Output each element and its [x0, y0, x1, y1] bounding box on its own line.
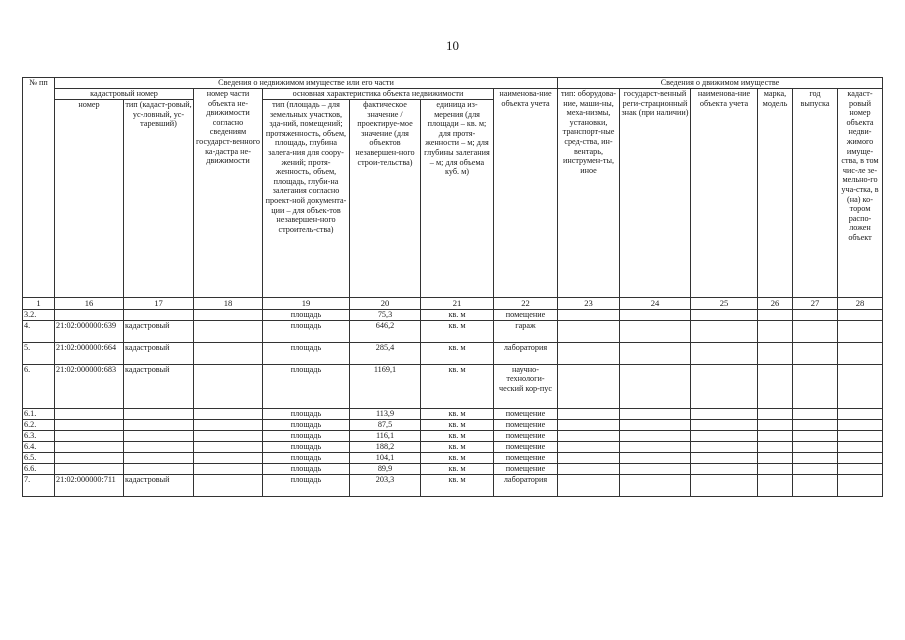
movable-empty-cell — [838, 419, 883, 430]
col-number: 25 — [691, 298, 758, 310]
char-unit-cell: кв. м — [421, 452, 494, 463]
char-unit-cell: кв. м — [421, 419, 494, 430]
part-number-cell — [194, 310, 263, 321]
movable-empty-cell — [758, 441, 793, 452]
row-number-cell: 3.2. — [23, 310, 55, 321]
movable-empty-cell — [793, 310, 838, 321]
movable-empty-cell — [838, 342, 883, 364]
movable-empty-cell — [558, 320, 620, 342]
cadastral-number-cell — [55, 408, 124, 419]
cadastral-number-cell — [55, 452, 124, 463]
movable-empty-cell — [838, 310, 883, 321]
movable-empty-cell — [793, 441, 838, 452]
part-number-cell — [194, 408, 263, 419]
object-name-cell: лаборатория — [494, 342, 558, 364]
char-value-cell: 89,9 — [350, 463, 421, 474]
header-movable-cadastral: кадаст-ровый номер объекта недви-жимого имуще-ства, в том чис-ле зе-мельно-го уча-стка, в (на) ко-тором распо-ложен объект — [838, 89, 883, 298]
movable-empty-cell — [620, 320, 691, 342]
char-type-cell: площадь — [263, 364, 350, 408]
header-row-1 — [23, 78, 883, 89]
cadastral-type-cell — [124, 463, 194, 474]
movable-empty-cell — [691, 452, 758, 463]
movable-empty-cell — [620, 463, 691, 474]
char-type-cell: площадь — [263, 419, 350, 430]
object-name-cell: научно-технологи-ческий кор-пус — [494, 364, 558, 408]
movable-empty-cell — [758, 419, 793, 430]
movable-empty-cell — [558, 342, 620, 364]
object-name-cell: помещение — [494, 441, 558, 452]
movable-empty-cell — [558, 474, 620, 496]
movable-empty-cell — [620, 419, 691, 430]
movable-empty-cell — [620, 474, 691, 496]
table-row — [23, 408, 883, 419]
cadastral-number-cell — [55, 441, 124, 452]
movable-empty-cell — [620, 342, 691, 364]
row-number-cell: 6.5. — [23, 452, 55, 463]
header-cadastral-number: кадастровый номер — [55, 89, 194, 100]
movable-empty-cell — [793, 320, 838, 342]
movable-empty-cell — [558, 452, 620, 463]
part-number-cell — [194, 430, 263, 441]
movable-empty-cell — [793, 452, 838, 463]
header-number: номер — [55, 100, 124, 298]
movable-empty-cell — [838, 408, 883, 419]
col-number: 1 — [23, 298, 55, 310]
row-number-cell: 6. — [23, 364, 55, 408]
cadastral-type-cell: кадастровый — [124, 474, 194, 496]
header-char-unit: единица из-мерения (для площади – кв. м; для протя-женности – м; для глубины залегания – м; для объема куб. м) — [421, 100, 494, 298]
char-value-cell: 1169,1 — [350, 364, 421, 408]
char-type-cell: площадь — [263, 452, 350, 463]
movable-empty-cell — [691, 310, 758, 321]
char-value-cell: 75,3 — [350, 310, 421, 321]
table-row — [23, 320, 883, 342]
movable-empty-cell — [758, 452, 793, 463]
cadastral-type-cell: кадастровый — [124, 364, 194, 408]
movable-empty-cell — [838, 364, 883, 408]
movable-empty-cell — [558, 419, 620, 430]
cadastral-number-cell: 21:02:000000:683 — [55, 364, 124, 408]
char-unit-cell: кв. м — [421, 310, 494, 321]
movable-empty-cell — [838, 452, 883, 463]
movable-empty-cell — [558, 430, 620, 441]
movable-empty-cell — [558, 441, 620, 452]
movable-empty-cell — [758, 310, 793, 321]
movable-empty-cell — [758, 463, 793, 474]
table-row — [23, 419, 883, 430]
col-number: 20 — [350, 298, 421, 310]
movable-empty-cell — [620, 310, 691, 321]
row-number-cell: 6.4. — [23, 441, 55, 452]
col-number: 24 — [620, 298, 691, 310]
cadastral-type-cell — [124, 310, 194, 321]
movable-empty-cell — [620, 452, 691, 463]
col-number: 19 — [263, 298, 350, 310]
header-movable-group: Сведения о движимом имуществе — [558, 78, 883, 89]
table-row — [23, 474, 883, 496]
movable-empty-cell — [793, 364, 838, 408]
object-name-cell: помещение — [494, 310, 558, 321]
column-numbers-row — [23, 298, 883, 310]
part-number-cell — [194, 452, 263, 463]
movable-empty-cell — [691, 430, 758, 441]
cadastral-number-cell — [55, 430, 124, 441]
movable-empty-cell — [758, 342, 793, 364]
header-row-2 — [23, 89, 883, 100]
cadastral-type-cell: кадастровый — [124, 320, 194, 342]
movable-empty-cell — [558, 463, 620, 474]
char-unit-cell: кв. м — [421, 463, 494, 474]
movable-empty-cell — [838, 430, 883, 441]
cadastral-type-cell — [124, 441, 194, 452]
row-number-cell: 6.1. — [23, 408, 55, 419]
header-movable-type: тип: оборудова-ние, маши-ны, меха-низмы, установки, транспорт-ные сред-ства, ин-вентарь, инструмен-ты, иное — [558, 89, 620, 298]
header-brand: марка, модель — [758, 89, 793, 298]
object-name-cell: лаборатория — [494, 474, 558, 496]
cadastral-number-cell — [55, 419, 124, 430]
part-number-cell — [194, 364, 263, 408]
char-value-cell: 188,2 — [350, 441, 421, 452]
movable-empty-cell — [691, 408, 758, 419]
row-number-cell: 6.6. — [23, 463, 55, 474]
object-name-cell: помещение — [494, 419, 558, 430]
movable-empty-cell — [838, 441, 883, 452]
property-table — [22, 77, 883, 497]
char-type-cell: площадь — [263, 463, 350, 474]
cadastral-number-cell: 21:02:000000:639 — [55, 320, 124, 342]
col-number: 26 — [758, 298, 793, 310]
movable-empty-cell — [620, 441, 691, 452]
char-unit-cell: кв. м — [421, 474, 494, 496]
char-unit-cell: кв. м — [421, 364, 494, 408]
row-number-cell: 7. — [23, 474, 55, 496]
movable-empty-cell — [558, 310, 620, 321]
cadastral-type-cell — [124, 430, 194, 441]
table-row — [23, 310, 883, 321]
char-unit-cell: кв. м — [421, 342, 494, 364]
movable-empty-cell — [691, 419, 758, 430]
movable-empty-cell — [691, 441, 758, 452]
movable-empty-cell — [691, 342, 758, 364]
object-name-cell: гараж — [494, 320, 558, 342]
movable-empty-cell — [838, 320, 883, 342]
movable-empty-cell — [793, 408, 838, 419]
movable-empty-cell — [793, 342, 838, 364]
table-row — [23, 430, 883, 441]
movable-empty-cell — [620, 408, 691, 419]
movable-empty-cell — [691, 463, 758, 474]
char-type-cell: площадь — [263, 408, 350, 419]
col-number: 23 — [558, 298, 620, 310]
movable-empty-cell — [691, 364, 758, 408]
row-number-cell: 5. — [23, 342, 55, 364]
header-char-value: фактическое значение / проектируе-мое значение (для объектов незавершен-ного строи-тельства) — [350, 100, 421, 298]
header-movable-name: наименова-ние объекта учета — [691, 89, 758, 298]
movable-empty-cell — [558, 364, 620, 408]
movable-empty-cell — [793, 419, 838, 430]
movable-empty-cell — [691, 320, 758, 342]
header-part-number: номер части объекта не-движимости согласно сведениям государст-венного ка-дастра не-движимости — [194, 89, 263, 298]
movable-empty-cell — [793, 430, 838, 441]
cadastral-type-cell — [124, 408, 194, 419]
header-num: № пп — [23, 78, 55, 298]
table-row — [23, 441, 883, 452]
char-value-cell: 203,3 — [350, 474, 421, 496]
object-name-cell: помещение — [494, 463, 558, 474]
part-number-cell — [194, 419, 263, 430]
movable-empty-cell — [758, 320, 793, 342]
col-number: 18 — [194, 298, 263, 310]
row-number-cell: 6.2. — [23, 419, 55, 430]
header-state-reg: государст-венный реги-страционный знак (при наличии) — [620, 89, 691, 298]
char-unit-cell: кв. м — [421, 441, 494, 452]
cadastral-number-cell — [55, 310, 124, 321]
char-type-cell: площадь — [263, 441, 350, 452]
cadastral-number-cell: 21:02:000000:664 — [55, 342, 124, 364]
col-number: 27 — [793, 298, 838, 310]
movable-empty-cell — [838, 463, 883, 474]
cadastral-type-cell: кадастровый — [124, 342, 194, 364]
char-type-cell: площадь — [263, 430, 350, 441]
char-unit-cell: кв. м — [421, 408, 494, 419]
char-type-cell: площадь — [263, 342, 350, 364]
char-value-cell: 285,4 — [350, 342, 421, 364]
page-number: 10 — [446, 38, 459, 53]
movable-empty-cell — [758, 364, 793, 408]
object-name-cell: помещение — [494, 430, 558, 441]
table-row — [23, 364, 883, 408]
part-number-cell — [194, 441, 263, 452]
char-type-cell: площадь — [263, 310, 350, 321]
movable-empty-cell — [758, 430, 793, 441]
object-name-cell: помещение — [494, 452, 558, 463]
col-number: 17 — [124, 298, 194, 310]
header-char-type: тип (площадь – для земельных участков, зда-ний, помещений; протяженность, объем, площадь, глубина залега-ния для соору-жений; протя-женность, объем, площадь, глуби-на залегания согласно проект-ной документа-ции – для объек-тов незавершен-ного строитель-ства) — [263, 100, 350, 298]
col-number: 28 — [838, 298, 883, 310]
header-realty-group: Сведения о недвижимом имуществе или его части — [55, 78, 558, 89]
char-value-cell: 116,1 — [350, 430, 421, 441]
col-number: 16 — [55, 298, 124, 310]
movable-empty-cell — [758, 474, 793, 496]
cadastral-type-cell — [124, 419, 194, 430]
char-value-cell: 87,5 — [350, 419, 421, 430]
char-unit-cell: кв. м — [421, 430, 494, 441]
part-number-cell — [194, 463, 263, 474]
col-number: 21 — [421, 298, 494, 310]
table-row — [23, 342, 883, 364]
char-value-cell: 646,2 — [350, 320, 421, 342]
table-row — [23, 463, 883, 474]
movable-empty-cell — [793, 474, 838, 496]
movable-empty-cell — [620, 364, 691, 408]
row-number-cell: 4. — [23, 320, 55, 342]
col-number: 22 — [494, 298, 558, 310]
cadastral-number-cell — [55, 463, 124, 474]
movable-empty-cell — [793, 463, 838, 474]
char-unit-cell: кв. м — [421, 320, 494, 342]
row-number-cell: 6.3. — [23, 430, 55, 441]
part-number-cell — [194, 342, 263, 364]
part-number-cell — [194, 474, 263, 496]
movable-empty-cell — [838, 474, 883, 496]
movable-empty-cell — [558, 408, 620, 419]
data-rows — [23, 310, 883, 497]
movable-empty-cell — [758, 408, 793, 419]
movable-empty-cell — [691, 474, 758, 496]
movable-empty-cell — [620, 430, 691, 441]
char-value-cell: 104,1 — [350, 452, 421, 463]
part-number-cell — [194, 320, 263, 342]
table-row — [23, 452, 883, 463]
char-value-cell: 113,9 — [350, 408, 421, 419]
object-name-cell: помещение — [494, 408, 558, 419]
header-object-name: наименова-ние объекта учета — [494, 89, 558, 298]
header-year: год выпуска — [793, 89, 838, 298]
header-main-characteristic: основная характеристика объекта недвижимости — [263, 89, 494, 100]
char-type-cell: площадь — [263, 474, 350, 496]
cadastral-type-cell — [124, 452, 194, 463]
char-type-cell: площадь — [263, 320, 350, 342]
cadastral-number-cell: 21:02:000000:711 — [55, 474, 124, 496]
header-type: тип (кадаст-ровый, ус-ловный, ус-таревший) — [124, 100, 194, 298]
